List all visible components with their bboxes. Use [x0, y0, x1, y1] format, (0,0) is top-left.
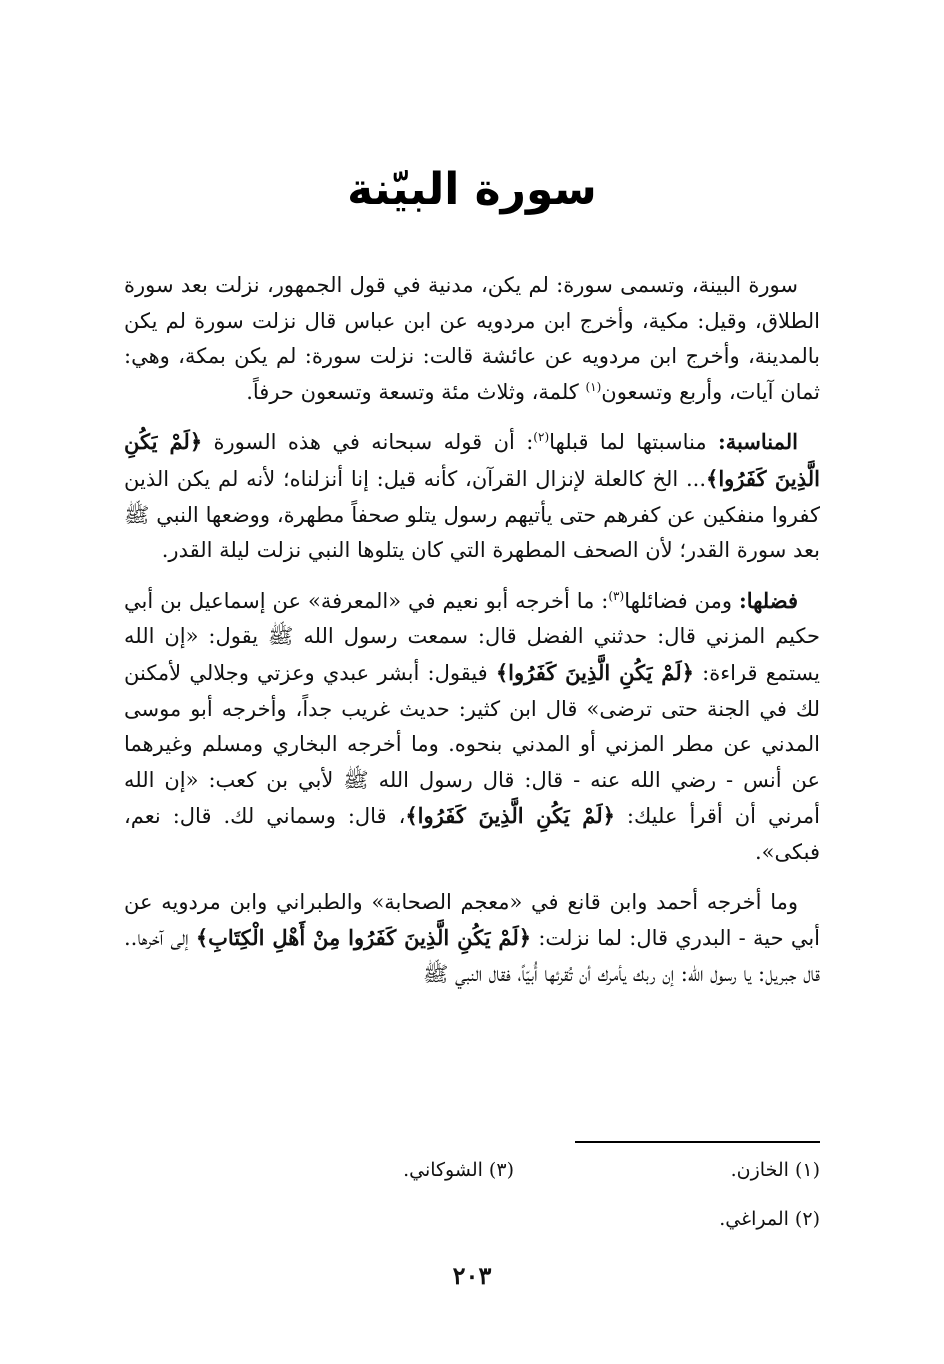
footnote-separator [575, 1141, 820, 1143]
intro-paragraph [124, 268, 820, 410]
fadl-paragraph [124, 583, 820, 871]
footnote-3: (٣) الشوكاني. [403, 1159, 514, 1181]
footnote-ref-2: (٢) [533, 430, 550, 445]
munasaba-paragraph [124, 424, 820, 568]
quran-quote: ﴿لَمْ يَكُنِ الَّذِينَ كَفَرُوا﴾ [405, 803, 615, 829]
fadl-text-1: ومن فضائلها [624, 588, 739, 613]
footnote-ref-3: (٣) [608, 588, 625, 603]
munasaba-text-2: : أن قوله سبحانه في هذه السورة [202, 430, 534, 455]
footnote-2: (٢) المراغي. [719, 1208, 820, 1230]
last-text-2: إلى آخرها.. قال جبريل: يا رسول الله: إن ربك يأمرك أن تُقرئها أُبيّاً، فقال النبي ﷺ [124, 926, 820, 986]
munasaba-label: المناسبة: [717, 429, 799, 455]
intro-text: سورة البينة، وتسمى سورة: لم يكن، مدنية في قول الجمهور، نزلت بعد سورة الطلاق، وقيل: مكية، وأخرج ابن مردويه عن ابن عباس قال نزلت سورة لم يكن بالمدينة، وأخرج ابن مردويه عن عائشة قالت: نزلت سورة: لم يكن بمكة، وهي: ثمان آيات، وأربع وتسعون [124, 273, 820, 404]
munasaba-text-3: ... الخ كالعلة لإنزال القرآن، كأنه قيل: إنا أنزلناه؛ لأنه لم يكن الذين كفروا منفكين عن كفرهم حتى يأتيهم رسول يتلو صحفاً مطهرة، ووضعها النبي ﷺ بعد سورة القدر؛ لأن الصحف المطهرة التي كان يتلوها النبي نزلت ليلة القدر. [124, 466, 820, 563]
main-text [124, 268, 820, 1006]
quran-quote: ﴿لَمْ يَكُنِ الَّذِينَ كَفَرُوا مِنْ أَهْلِ الْكِتَابِ﴾ [195, 925, 532, 951]
surah-title: سورة البيّنة [347, 164, 597, 215]
fadl-text-4: ، قال: وسماني لك. قال: نعم، فبكى». [124, 804, 820, 864]
fadl-text-3: فيقول: أبشر عبدي وعزتي وجلالي لأمكنن لك في الجنة حتى ترضى» قال ابن كثير: حديث غريب جداً، وأخرجه أبو موسى المدني عن مطر المزني أو المدني بنحوه. وما أخرجه البخاري ومسلم وغيرهما عن أنس - رضي الله عنه - قال: قال رسول الله ﷺ لأبي بن كعب: «إن الله أمرني أن أقرأ عليك: [124, 660, 820, 829]
last-text-1: وما أخرجه أحمد وابن قانع في «معجم الصحابة» والطبراني وابن مردويه عن أبي حية - البدري قال: لما نزلت: [124, 889, 820, 951]
footnote-ref-1: (١) [585, 379, 602, 394]
footnote-1: (١) الخازن. [730, 1159, 820, 1181]
quran-quote: ﴿لَمْ يَكُنِ الَّذِينَ كَفَرُوا﴾ [124, 429, 821, 491]
page-number: ٢٠٣ [452, 1261, 492, 1290]
fadl-label: فضلها: [738, 587, 798, 613]
last-paragraph [124, 885, 820, 993]
quran-quote: ﴿لَمْ يَكُنِ الَّذِينَ كَفَرُوا﴾ [495, 659, 694, 685]
munasaba-text-1: مناسبتها لما قبلها [549, 430, 718, 455]
intro-end-text: كلمة، وثلاث مئة وتسعة وتسعون حرفاً. [246, 379, 586, 404]
fadl-text-2: : ما أخرجه أبو نعيم في «المعرفة» عن إسماعيل بن أبي حكيم المزني قال: حدثني الفضل قال: سمعت رسول الله ﷺ يقول: «إن الله يستمع قراءة: [124, 588, 820, 685]
